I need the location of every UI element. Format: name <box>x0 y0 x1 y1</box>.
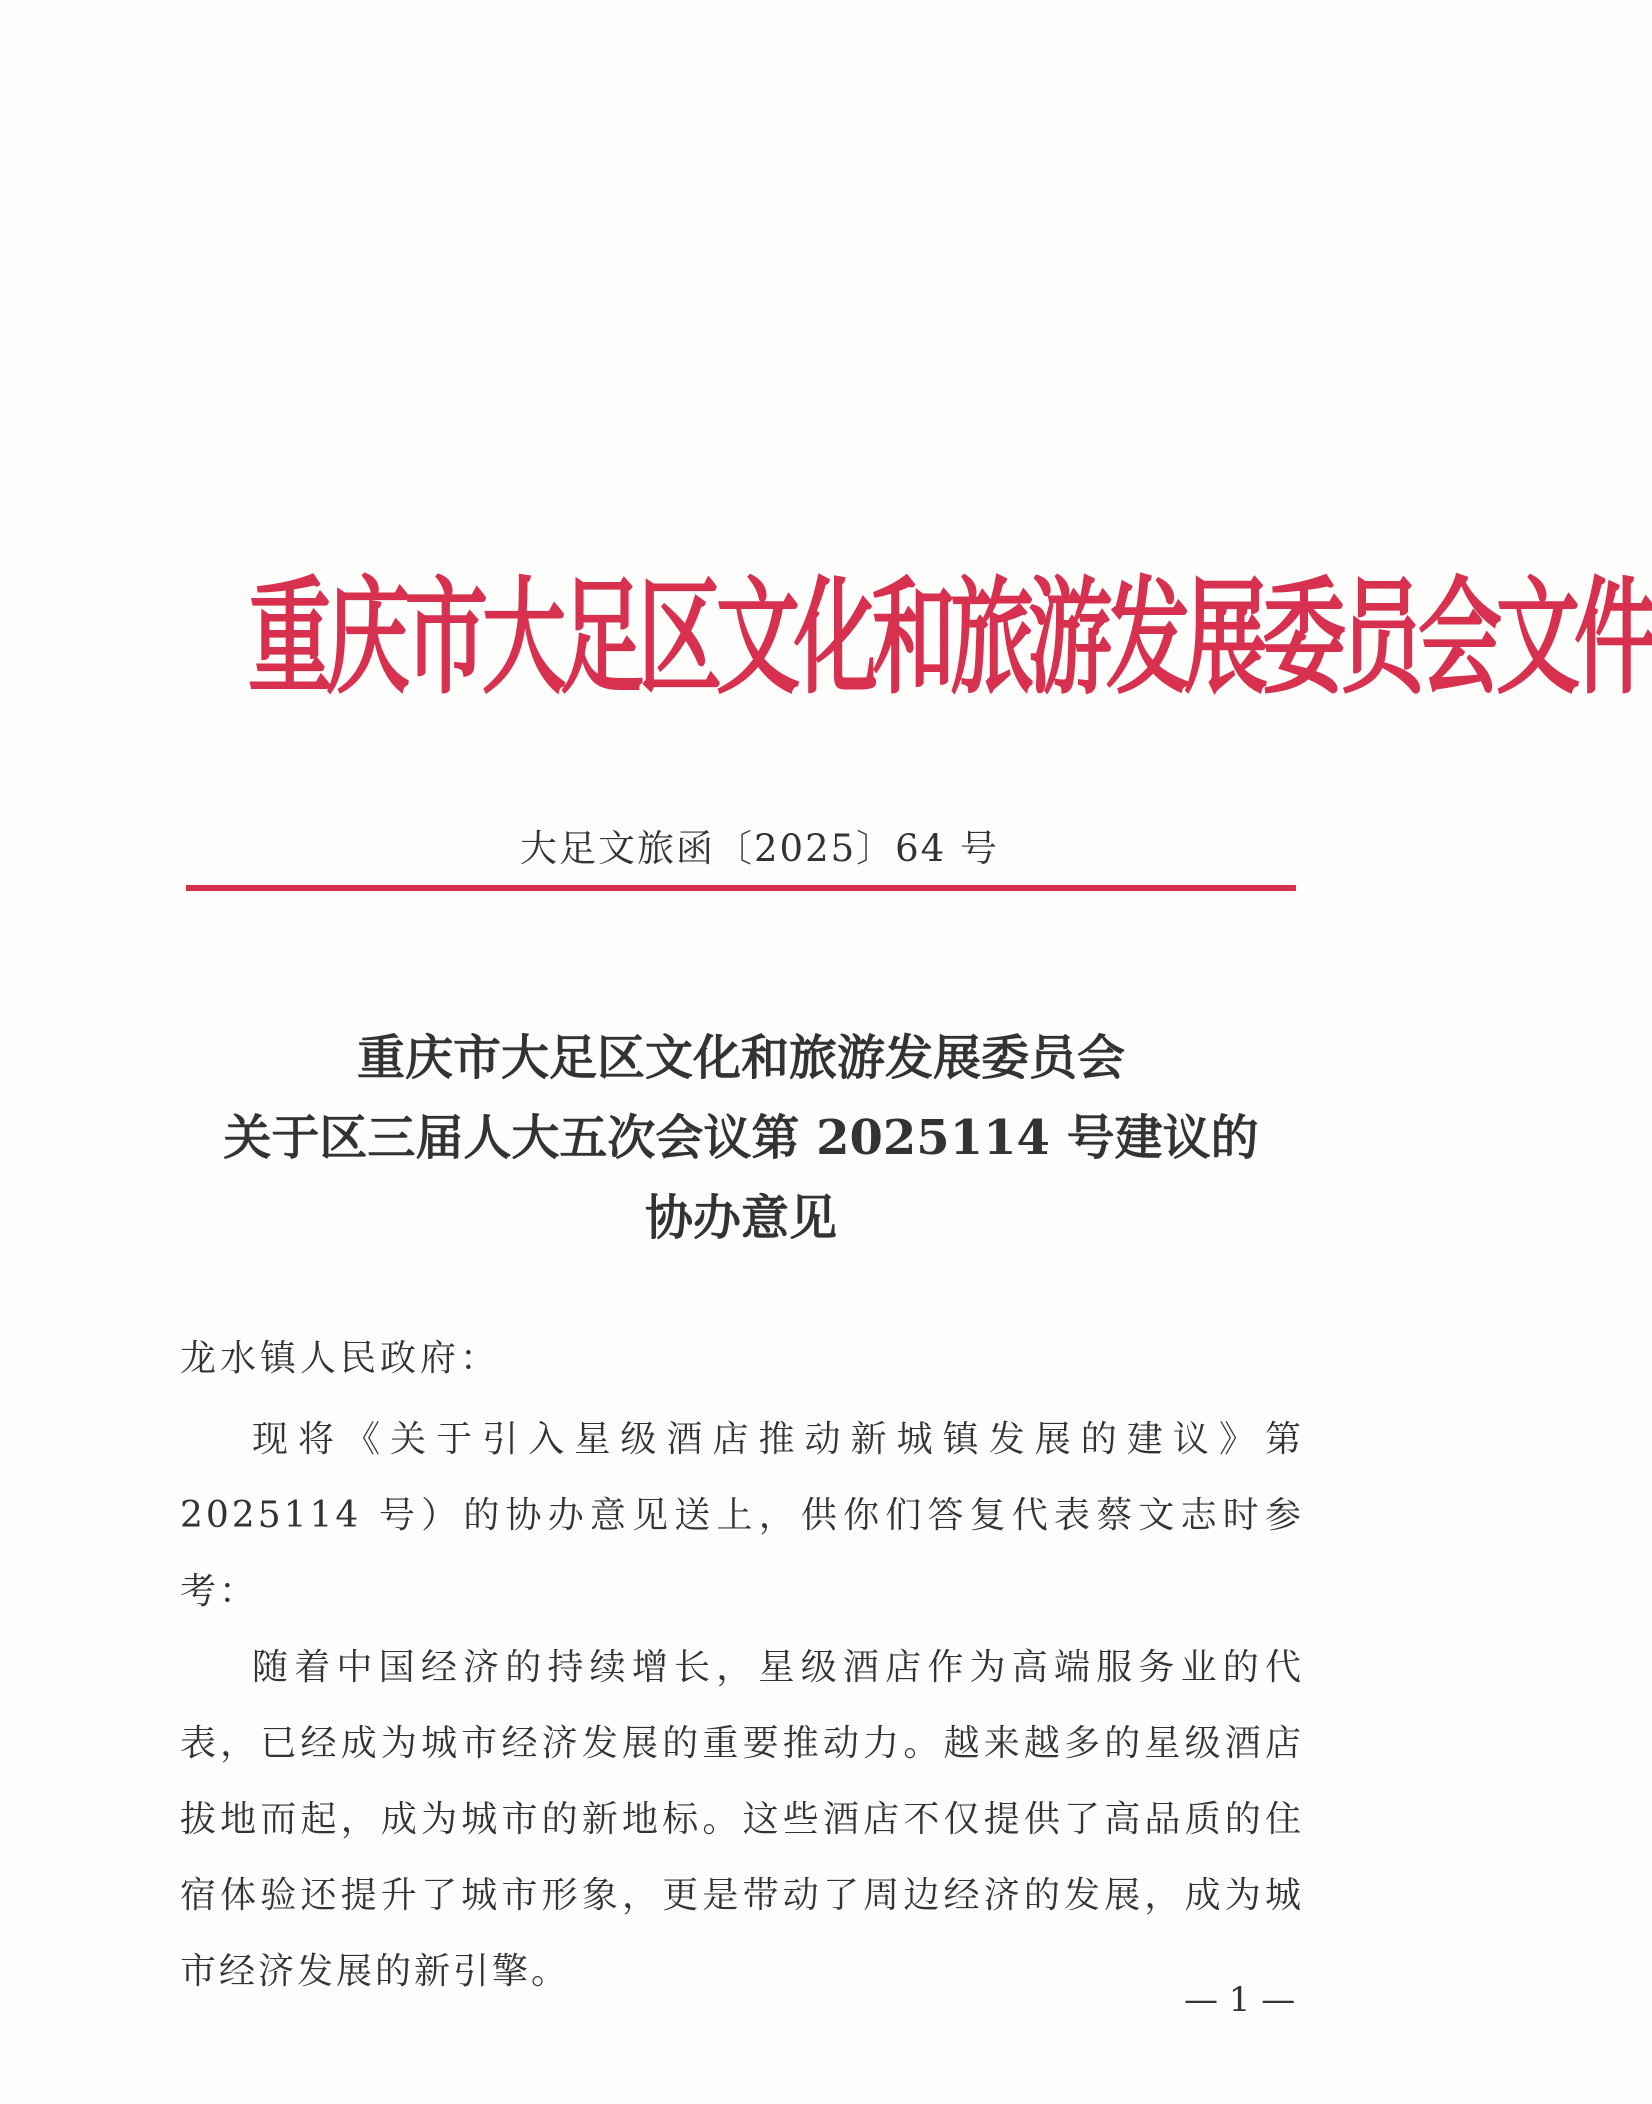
issuer-header-title: 重庆市大足区文化和旅游发展委员会文件 <box>248 564 1652 712</box>
document-title-line-3: 协办意见 <box>644 1190 837 1246</box>
document-title-line-1: 重庆市大足区文化和旅游发展委员会 <box>356 1030 1125 1086</box>
salutation: 龙水镇人民政府： <box>180 1338 501 1379</box>
document-title-line-2: 关于区三届人大五次会议第 2025114 号建议的 <box>223 1110 1259 1166</box>
document-number: 大足文旅函〔2025〕64 号 <box>520 827 1000 870</box>
red-divider-line <box>186 885 1296 891</box>
paragraph: 随着中国经济的持续增长，星级酒店作为高端服务业的代表，已经成为城市经济发展的重要推动力。越来越多的星级酒店拔地而起，成为城市的新地标。这些酒店不仅提供了高品质的住宿体验还提升了城市形象，更是带动了周边经济的发展，成为城市经济发展的新引擎。 <box>180 1647 1304 1992</box>
paragraph: 现将《关于引入星级酒店推动新城镇发展的建议》第 2025114 号）的协办意见送上，供你们答复代表蔡文志时参考： <box>180 1419 1304 1612</box>
document-title <box>186 1018 1296 1258</box>
page-number: — 1 — <box>1184 1980 1296 2020</box>
body-text <box>180 1402 1304 2010</box>
